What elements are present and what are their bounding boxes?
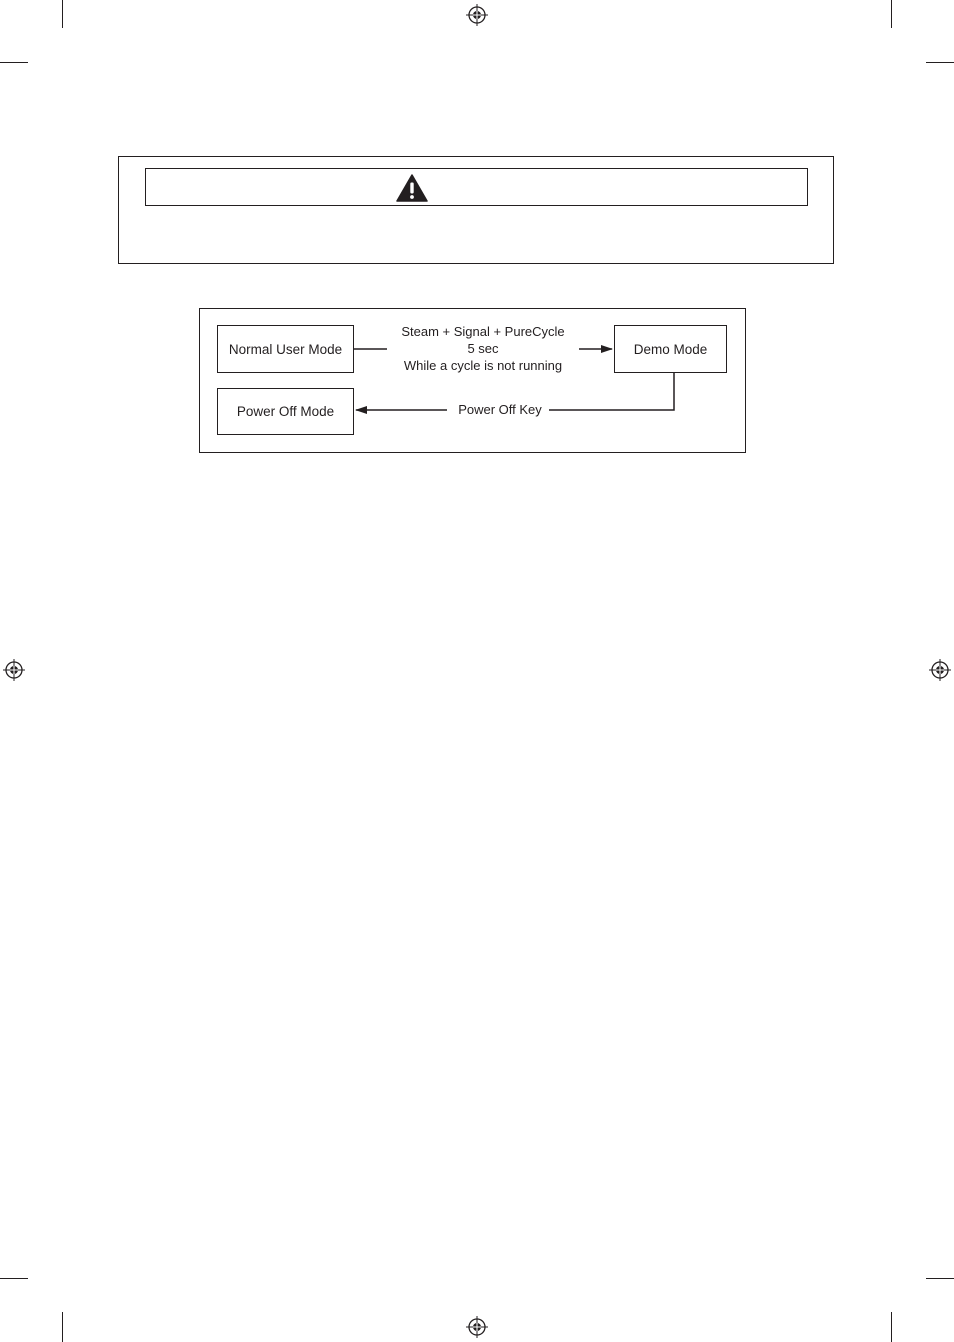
node-power-off-mode-label: Power Off Mode: [236, 404, 335, 419]
diagram-connectors: [0, 0, 954, 500]
edge-label-to-demo: [392, 323, 574, 374]
crop-mark-bottom-right-horizontal: [926, 1278, 954, 1279]
node-demo-mode-label: Demo Mode: [633, 341, 708, 357]
edge-label-to-demo-line1: Steam + Signal + PureCycle: [401, 324, 565, 339]
edge-demo-to-power-off-tail: [549, 373, 674, 410]
crop-mark-bottom-left-horizontal: [0, 1278, 28, 1279]
crop-mark-bottom-right-vertical: [891, 1312, 892, 1342]
edge-label-to-demo-line2: 5 sec: [467, 341, 499, 356]
registration-target-icon: [929, 659, 951, 681]
edge-label-to-demo-line3: While a cycle is not running: [403, 358, 563, 373]
crop-mark-bottom-left-vertical: [62, 1312, 63, 1342]
registration-target-icon: [3, 659, 25, 681]
registration-target-icon: [466, 1316, 488, 1338]
edge-label-to-power-off: Power Off Key: [458, 402, 542, 417]
node-normal-user-mode-label: Normal User Mode: [228, 341, 343, 357]
